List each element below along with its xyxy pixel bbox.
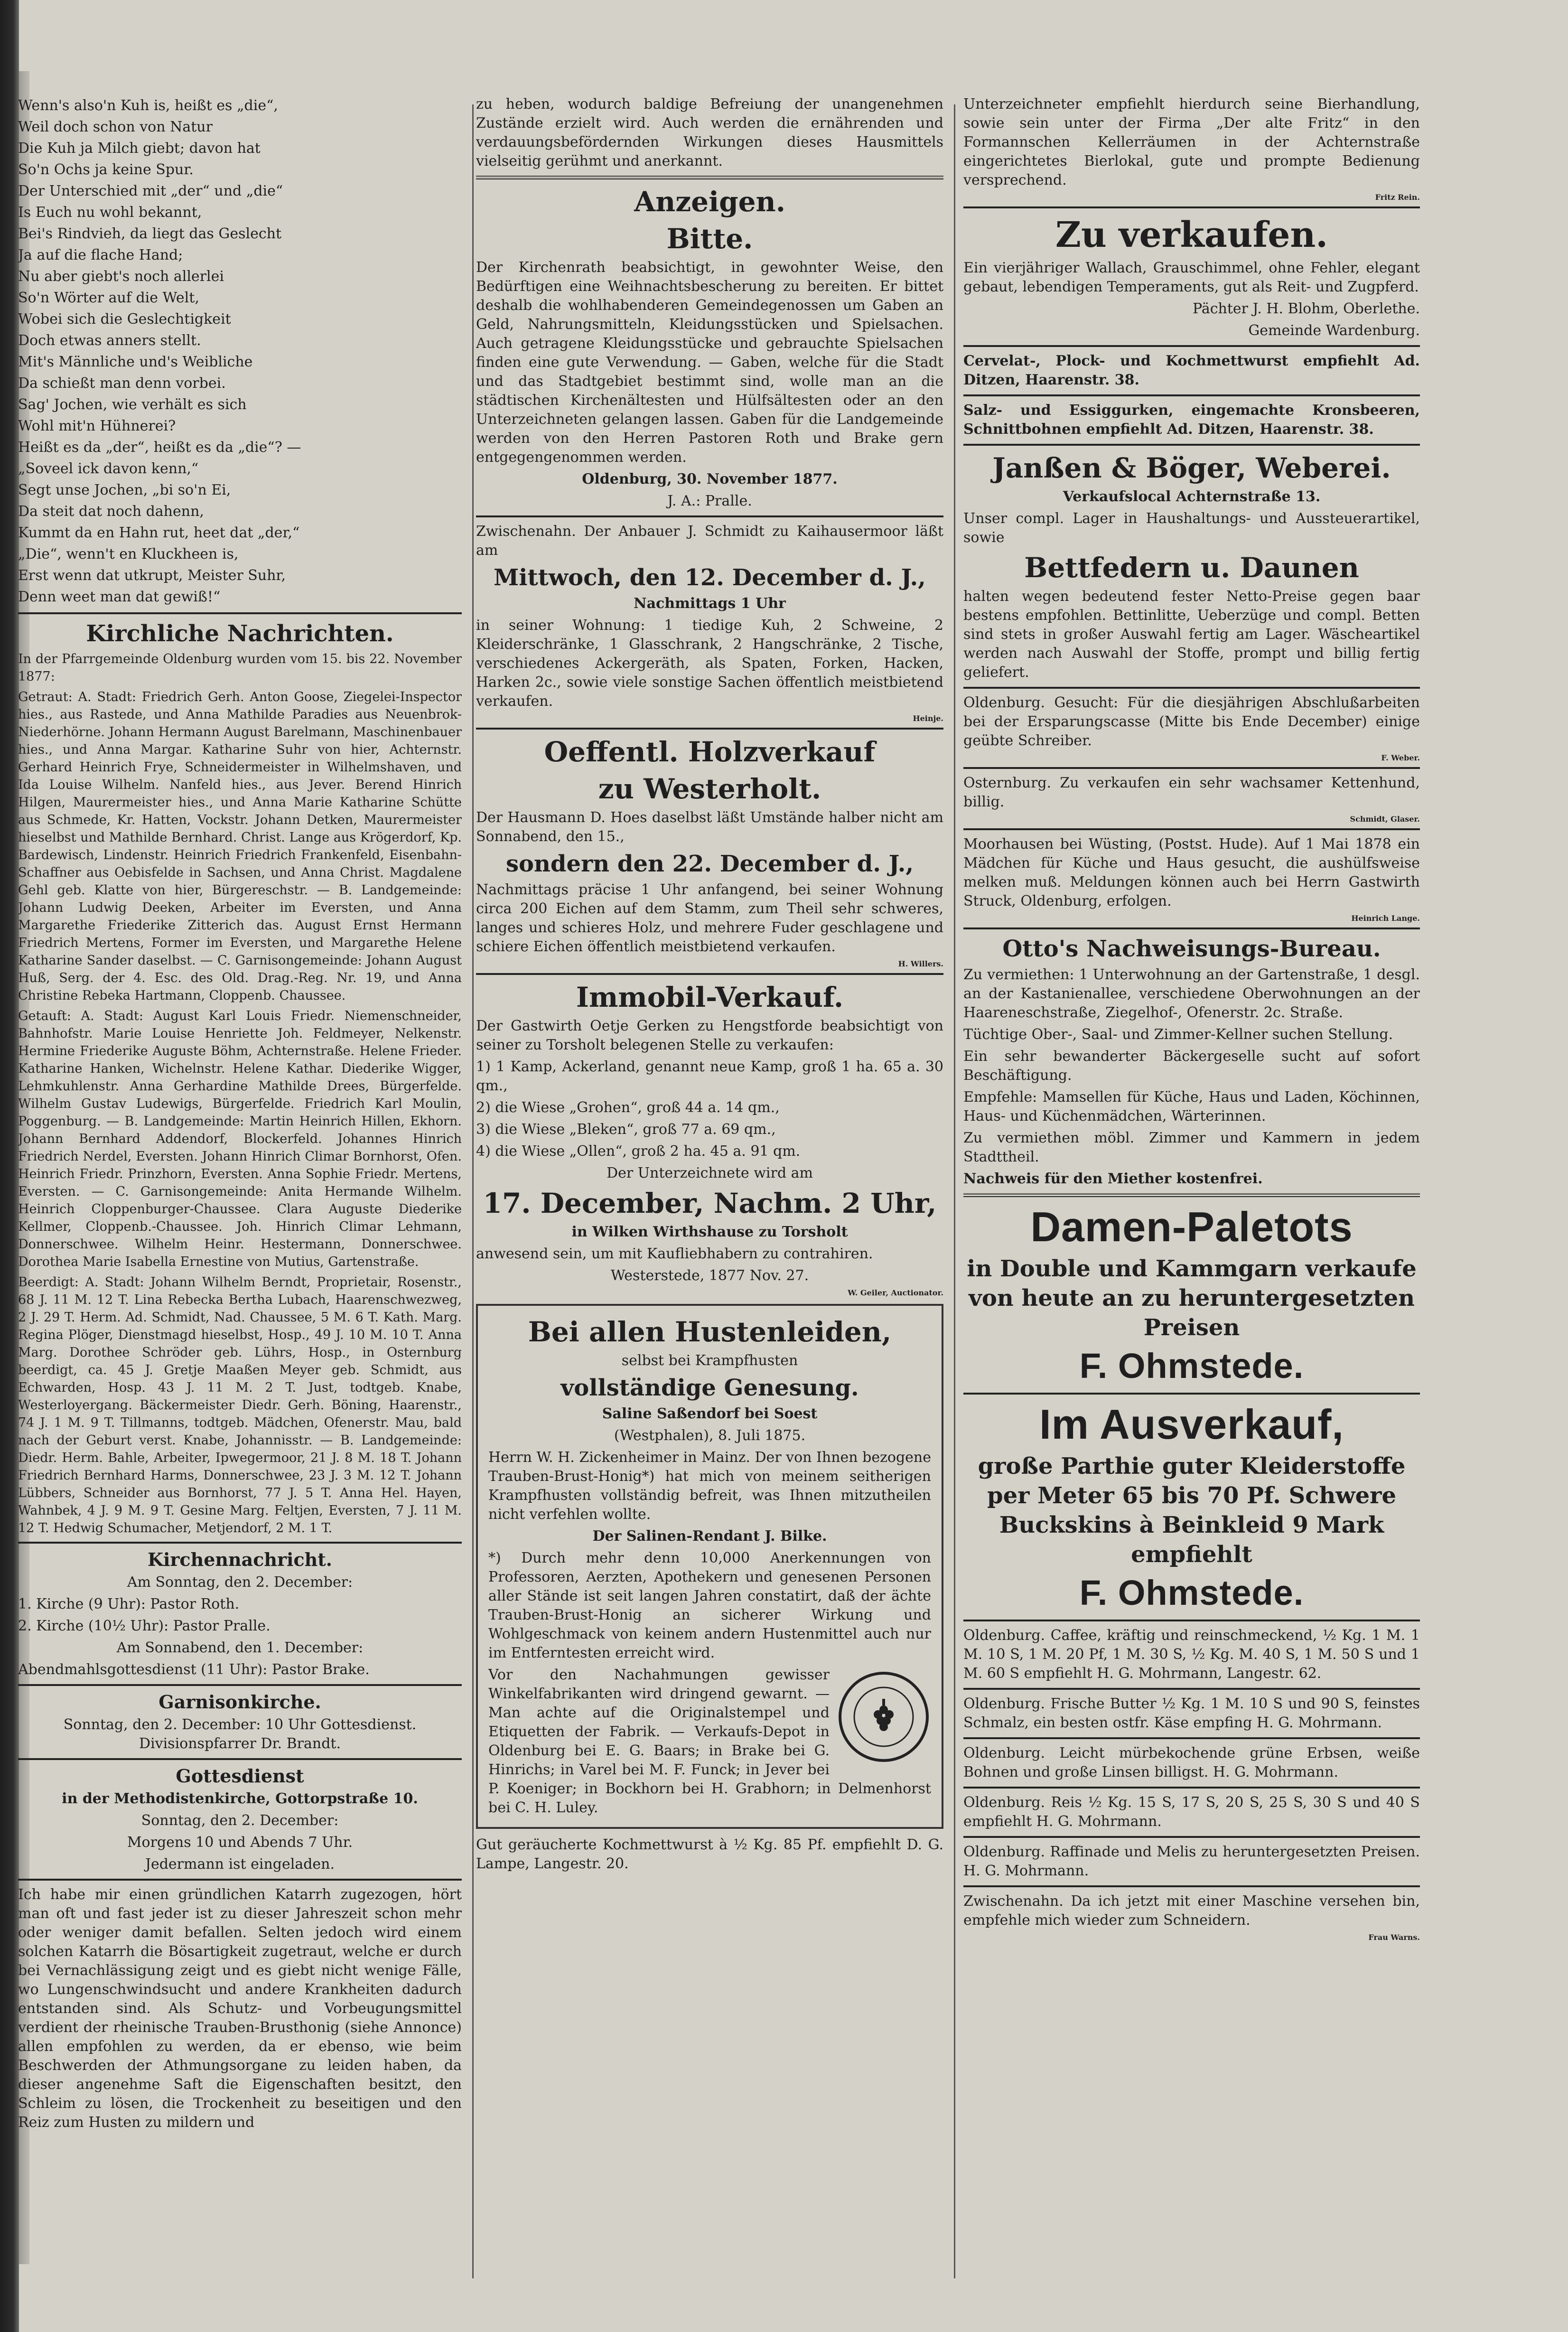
church-news-intro: In der Pfarrgemeinde Oldenburg wurden vom 15. bis 22. November 1877: (18, 652, 462, 684)
cough-remedy-ad (476, 1304, 943, 1829)
column-divider-1 (472, 104, 474, 2278)
coats-ad-text: in Double und Kammgarn verkaufe von heute an zu heruntergesetzten Preisen (967, 1255, 1417, 1341)
maid-wanted-ad: Moorhausen bei Wüsting, (Postst. Hude). Auf 1 Mai 1878 ein Mädchen für Küche und Haus gesucht, die aushülfsweise melken muß. Meldungen können auch bei Herrn Gastwirth Struck, Oldenburg, erfolgen. (963, 836, 1420, 909)
property-sale-date: 17. December, Nachm. 2 Uhr, (483, 1187, 937, 1219)
wood-sale-date: sondern den 22. December d. J., (505, 851, 914, 877)
horse-sale-text: Ein vierjähriger Wallach, Grauschimmel, ohne Fehler, elegant gebaut, lebendigen Temperaments, gut als Reit- und Zugpferd. (963, 260, 1420, 295)
beer-hall-signature: Fritz Rein. (1375, 193, 1420, 202)
weaving-ad-subtitle: Verkaufslocal Achternstraße 13. (1063, 488, 1321, 505)
garrison-church-text: Sonntag, den 2. December: 10 Uhr Gottesdienst. Divisionspfarrer Dr. Brandt. (63, 1716, 417, 1752)
poem-line: So'n Wörter auf die Welt, (18, 290, 199, 306)
clearance-title: Im Ausverkauf, (1039, 1401, 1344, 1448)
weaving-ad-title: Janßen & Böger, Weberei. (992, 452, 1391, 484)
cough-ad-signature: Der Salinen-Rendant J. Bilke. (592, 1528, 827, 1545)
poem-line: Der Unterschied mit „der“ und „die“ (18, 183, 283, 199)
property-sale-text: Der Gastwirth Oetje Gerken zu Hengstforde beabsichtigt von seiner zu Torsholt belegenen Stelle zu verkaufen: (476, 1018, 943, 1053)
divider (963, 444, 1420, 446)
property-sale-text3: anwesend sein, um mit Kaufliebhabern zu contrahiren. (476, 1246, 873, 1262)
auction-date: Mittwoch, den 12. December d. J., (494, 564, 926, 591)
divider (963, 206, 1420, 208)
church-news-married: Getraut: A. Stadt: Friedrich Gerh. Anton Goose, Ziegelei-Inspector hies., aus Rastede, und Anna Mathilde Paradies aus Neuenbrok-Niederhörne. Johann Hermann August Barelmann, Maschinenbauer hies., und Anna Margar. Katharine Suhr von hier, Achternstr. Gerhard Heinrich Frye, Schneidermeister in Wilhelmshaven, und Ida Louise Wilhelm. Nanfeld hies., aus Jever. Berend Hinrich Hilgen, Maurermeister hies., und Anna Marie Katharine Schütte aus Schmede, Kr. Hatten, Vockstr. Johann Detken, Maurermeister hieselbst und Mathilde Bernhard. Christ. Lange aus Krögerdorf, Kp. Bardewisch, Lindenstr. Heinrich Friedrich Frankenfeld, Eisenbahn-Schaffner aus Oebisfelde in Sachsen, und Anna Christ. Magdalene Gehl geb. Klatte von hier, Bürgereschstr. — B. Landgemeinde: Johann Ludwig Deeken, Arbeiter im Eversten, und Anna Margarethe Friederike Zitterich das. August Ernst Hermann Friedrich Mertens, Former im Eversten, und Margarethe Helene Katharine Sander daselbst. — C. Garnisongemeinde: Johann August Huß, Serg. der 4. Esc. des Old. Drag.-Reg. Nr. 19, und Anna Christine Rebeka Hartmann, Cloppenb. Chaussee. (18, 690, 462, 1003)
request-text: Der Kirchenrath beabsichtigt, in gewohnter Weise, den Bedürftigen eine Weihnachtsbescherung zu bereiten. Er bittet deshalb die wohlhabenderen Gemeindegenossen um Gaben an Geld, Nahrungsmitteln, Kleidungsstücken und Spielsachen. Auch getragene Kleidungsstücke und gebrauchte Spielsachen finden eine gute Verwendung. — Gaben, welche für die Stadt und das Stadtgebiet bestimmt sind, wolle man an die städtischen Kirchenältesten und Hülfsältesten oder an den Unterzeichneten gelangen lassen. Gaben für die Landgemeinde werden von den Herren Pastoren Roth und Brake gern entgegengenommen werden. (476, 259, 943, 466)
beer-hall-ad: Unterzeichneter empfiehlt hierdurch seine Bierhandlung, sowie sein unter der Firma „Der alte Fritz“ in den Formannschen Kellerräumen in der Achternstraße eingerichtetes Bierlokal, gute und prompte Bedienung versprechend. (963, 96, 1420, 188)
rice-ad: Oldenburg. Reis ½ Kg. 15 S, 17 S, 20 S, 25 S, 30 S und 40 S empfiehlt H. G. Mohrmann. (963, 1794, 1420, 1830)
horse-sale-signature: Pächter J. H. Blohm, Oberlethe. (1193, 300, 1420, 317)
property-sale-date-line: Westerstede, 1877 Nov. 27. (610, 1267, 809, 1284)
divider (18, 612, 462, 614)
cough-ad-title: Bei allen Hustenleiden, (528, 1316, 892, 1348)
divider (963, 1193, 1420, 1197)
poem-line: Wenn's also'n Kuh is, heißt es „die“, (18, 97, 278, 114)
poem-line: Heißt es da „der“, heißt es da „die“? — (18, 439, 301, 456)
poem-line: Da schießt man denn vorbei. (18, 375, 226, 392)
butter-ad: Oldenburg. Frische Butter ½ Kg. 1 M. 10 S und 90 S, feinstes Schmalz, ein besten ostfr. Käse empfing H. G. Mohrmann. (963, 1695, 1420, 1731)
request-signature: J. A.: Pralle. (667, 493, 752, 509)
service-line: Abendmahlsgottesdienst (11 Uhr): Pastor Brake. (18, 1661, 370, 1678)
service-line: 1. Kirche (9 Uhr): Pastor Roth. (18, 1596, 240, 1612)
catarrh-article: Ich habe mir einen gründlichen Katarrh zugezogen, hört man oft und fast jeder ist zu dieser Jahreszeit schon mehr oder weniger damit befallen. Selten jedoch wird einem solchen Katarrh die Bösartigkeit zugetraut, welche er durch bei Vernachlässigung zeigt und es giebt nicht wenige Fälle, wo Lungenschwindsucht und andere Krankheiten dadurch entstanden sind. Als Schutz- und Vorbeugungsmittel verdient der rheinische Trauben-Brusthonig (siehe Annonce) allen empfohlen zu werden, da er ebenso, wie beim Beschwerden der Athmungsorgane zu leiden haben, da dieser angenehme Saft die Eigenschaften besitzt, den Schleim zu lösen, die Trockenheit zu beseitigen und den Reiz zum Husten zu mildern und (18, 1886, 462, 2131)
church-service-title: Kirchennachricht. (147, 1549, 333, 1570)
poem-line: Denn weet man dat gewiß!“ (18, 589, 221, 605)
divider (476, 515, 943, 517)
auction-intro: Zwischenahn. Der Anbauer J. Schmidt zu Kaihausermoor läßt am (476, 523, 943, 559)
auction-signature: Heinje. (913, 714, 943, 723)
cough-ad-date: (Westphalen), 8. Juli 1875. (614, 1427, 806, 1444)
poem-line: Wobei sich die Geslechtigkeit (18, 311, 231, 328)
agency-recommend: Empfehle: Mamsellen für Küche, Haus und Laden, Köchinnen, Haus- und Küchenmädchen, Wärterinnen. (963, 1089, 1420, 1124)
agency-furnished: Zu vermiethen möbl. Zimmer und Kammern in jedem Stadttheil. (963, 1130, 1420, 1165)
divider (963, 1836, 1420, 1838)
horse-sale-title: Zu verkaufen. (1055, 215, 1328, 255)
agency-rent: Zu vermiethen: 1 Unterwohnung an der Gartenstraße, 1 desgl. an der Kastanienallee, verschiedene Oberwohnungen an der Haareneschstraße, Ziegelhof-, Ofenerstr. 2c. Straße. (963, 966, 1420, 1021)
wood-sale-signature: H. Willers. (898, 959, 943, 968)
feathers-heading: Bettfedern u. Daunen (1024, 552, 1359, 584)
poem-line: Mit's Männliche und's Weibliche (18, 354, 253, 370)
coats-ad-title: Damen-Paletots (1030, 1203, 1353, 1250)
article-continuation: zu heben, wodurch baldige Befreiung der unangenehmen Zustände erzielt wird. Auch werden die ernährenden und verdauungsbefördernden Wirkungen dieses Hausmittels vielseitig gerühmt und anerkannt. (476, 96, 943, 169)
garrison-church-title: Garnisonkirche. (159, 1691, 321, 1713)
maid-wanted-signature: Heinrich Lange. (1351, 914, 1420, 923)
dialect-poem (18, 95, 462, 608)
sausage-ad: Gut geräucherte Kochmettwurst à ½ Kg. 85 Pf. empfiehlt D. G. Lampe, Langestr. 20. (476, 1836, 943, 1872)
poem-line: Weil doch schon von Natur (18, 119, 213, 135)
auction-time: Nachmittags 1 Uhr (634, 595, 786, 612)
property-sale-place: in Wilken Wirthshause zu Torsholt (571, 1224, 848, 1240)
ohmstede-name: F. Ohmstede. (1079, 1573, 1304, 1612)
request-heading: Bitte. (666, 223, 753, 255)
poem-line: „Die“, wenn't en Kluckheen is, (18, 546, 239, 562)
poem-line: Da steit dat noch dahenn, (18, 503, 204, 520)
agency-baker: Ein sehr bewanderter Bäckergeselle sucht auf sofort Beschäftigung. (963, 1048, 1420, 1084)
poem-line: Wohl mit'n Hühnerei? (18, 418, 176, 434)
methodist-line: Sonntag, den 2. December: (141, 1812, 339, 1829)
divider (963, 927, 1420, 929)
church-news-title: Kirchliche Nachrichten. (86, 620, 394, 647)
divider (18, 1879, 462, 1881)
methodist-title: Gottesdienst (176, 1765, 304, 1787)
methodist-line: Jedermann ist eingeladen. (145, 1856, 335, 1873)
binding-gutter (0, 0, 19, 2332)
ads-heading: Anzeigen. (634, 186, 785, 218)
tailoring-ad: Zwischenahn. Da ich jetzt mit einer Maschine versehen bin, empfehle mich wieder zum Schneidern. (963, 1893, 1420, 1929)
divider (963, 1393, 1420, 1395)
cough-ad-place: Saline Saßendorf bei Soest (602, 1405, 818, 1422)
wood-sale-details: Nachmittags präcise 1 Uhr anfangend, bei seiner Wohnung circa 200 Eichen auf dem Stamm, zum Theil sehr schweres, langes und schieres Holz, und mehrere Fuder geschlagene und schiere Eichen öffentlich meistbietend verkaufen. (476, 881, 943, 955)
divider (963, 1885, 1420, 1887)
poem-line: So'n Ochs ja keine Spur. (18, 161, 194, 178)
divider (963, 394, 1420, 396)
divider (963, 1787, 1420, 1789)
methodist-line: in der Methodistenkirche, Gottorpstraße 10. (62, 1790, 418, 1807)
cough-ad-sub2: vollständige Genesung. (560, 1375, 859, 1401)
divider (963, 828, 1420, 830)
divider (963, 1737, 1420, 1739)
divider (476, 728, 943, 730)
poem-line: Bei's Rindvieh, da liegt das Geslecht (18, 225, 281, 242)
column-middle (476, 95, 943, 2297)
church-news-buried: Beerdigt: A. Stadt: Johann Wilhelm Berndt, Proprietair, Rosenstr., 68 J. 11 M. 12 T. Lina Rebecka Bertha Lubach, Haarenschwezweg, 2 J. 29 T. Herm. Ad. Schmidt, Nad. Chaussee, 5 M. 6 T. Kath. Marg. Regina Plöger, Dienstmagd hieselbst, Hosp., 49 J. 10 M. 10 T. Anna Marg. Dorothee Schröder geb. Lührs, Hosp., in Osternburg beerdigt, ca. 45 J. Gretje Maaßen Meyer geb. Schmidt, aus Echwarden, Hosp. 43 J. 11 M. 2 T. Just, todtgeb. Knabe, Westerloyergang. Bäckermeister Diedr. Gerh. Böning, Haarenstr., 74 J. 1 M. 9 T. Tillmanns, todtgeb. Mädchen, Ofenerstr. Mau, bald nach der Geburt verst. Knabe, Johannisstr. — B. Landgemeinde: Diedr. Herm. Bahle, Arbeiter, Ipwegermoor, 21 J. 8 M. 18 T. Johann Friedrich Bernhard Harms, Donnerschwee, 23 J. 3 M. 12 T. Johann Lübbers, Schneider aus Bornhorst, 77 J. 5 T. Anna Hel. Hayen, Wahnbek, 4 J. 9 M. 9 T. Gesine Marg. Feltjen, Eversten, 7 J. 11 M. 12 T. Hedwig Schumacher, Metjendorf, 2 M. 1 T. (18, 1275, 462, 1536)
property-item: 2) die Wiese „Grohen“, groß 44 a. 14 qm., (476, 1099, 780, 1116)
wood-sale-text: Der Hausmann D. Hoes daselbst läßt Umstände halber nicht am Sonnabend, den 15., (476, 809, 943, 845)
church-news-baptized: Getauft: A. Stadt: August Karl Louis Friedr. Niemenschneider, Bahnhofstr. Marie Louise Henriette Joh. Feldmeyer, Nelkenstr. Hermine Friederike Auguste Böhm, Achternstraße. Helene Frieder. Katharine Hanken, Wichelnstr. Helene Kathar. Diederike Wigger, Lehmkuhlenstr. Anna Gerhardine Mathilde Drees, Bürgerfelde. Wilhelm Gustav Ludewigs, Bürgerfelde. Friedrich Karl Moulin, Poggenburg. — B. Landgemeinde: Martin Heinrich Hillen, Ekhorn. Johann Bernhard Addendorf, Blockerfeld. Johannes Hinrich Friedrich Nerdel, Eversten. Johann Hinrich Climar Bornhorst, Ofen. Heinrich Friedr. Prinzhorn, Eversten. Anna Sophie Friedr. Mertens, Eversten. — C. Garnisongemeinde: Anita Hermande Wilhelm. Heinrich Cloppenburger-Chaussee. Clara Auguste Diederike Kellmer, Cloppenb.-Chaussee. Joh. Hinrich Climar Lehmann, Donnerschwee. Wilhelm Heinr. Hestermann, Donnerschwee. Dorothea Marie Isabella Ernestine von Mutius, Gartenstraße. (18, 1009, 462, 1269)
divider (963, 1688, 1420, 1690)
property-sale-title: Immobil-Verkauf. (576, 981, 844, 1013)
sausage-ad-ditzen: Cervelat-, Plock- und Kochmettwurst empfiehlt Ad. Ditzen, Haarenstr. 38. (963, 353, 1420, 388)
agency-free: Nachweis für den Miether kostenfrei. (963, 1171, 1263, 1187)
property-sale-text2: Der Unterzeichnete wird am (607, 1165, 813, 1181)
cough-ad-testimonial: Herrn W. H. Zickenheimer in Mainz. Der von Ihnen bezogene Trauben-Brust-Honig*) hat mich von meinem seitherigen Krampfhusten vollständig befreit, was Ihnen mitzutheilen nicht verfehlen wollte. (488, 1449, 931, 1523)
property-item: 1) 1 Kamp, Ackerland, genannt neue Kamp, groß 1 ha. 65 a. 30 qm., (476, 1058, 943, 1094)
auction-text: in seiner Wohnung: 1 tiedige Kuh, 2 Schweine, 2 Kleiderschränke, 1 Glasschrank, 2 Hangschränke, 2 Tische, verschiedenes Ackergeräth, als Spaten, Forken, Hacken, Harken 2c., sowie viele sonstige Sachen öffentlich meistbietend verkaufen. (476, 617, 943, 710)
column-divider-2 (954, 104, 955, 2278)
property-item: 4) die Wiese „Ollen“, groß 2 ha. 45 a. 91 qm. (476, 1143, 801, 1160)
divider (963, 1620, 1420, 1621)
poem-line: Die Kuh ja Milch giebt; davon hat (18, 140, 261, 157)
divider (963, 767, 1420, 769)
agency-title: Otto's Nachweisungs-Bureau. (1002, 936, 1381, 962)
wood-sale-title: Oeffentl. Holzverkauf (544, 736, 876, 768)
cough-ad-warning: Vor den Nachahmungen gewisser Winkelfabrikanten wird dringend gewarnt. — Man achte auf die Originalstempel und Etiquetten der Fabrik. — Verkaufs-Depot in Oldenburg bei E. G. Baars; in Brake bei G. Hinrichs; in Varel bei M. F. Funck; in Jever bei P. Koeniger; in Bockhorn bei H. Grabhorn; in Delmenhorst bei C. H. Luley. (488, 1667, 931, 1816)
poem-line: Ja auf die flache Hand; (18, 247, 183, 263)
sugar-ad: Oldenburg. Raffinade und Melis zu heruntergesetzten Preisen. H. G. Mohrmann. (963, 1844, 1420, 1879)
horse-sale-municipality: Gemeinde Wardenburg. (1248, 322, 1420, 339)
divider (476, 973, 943, 975)
cough-ad-note: *) Durch mehr denn 10,000 Anerkennungen von Professoren, Aerzten, Apothekern und genesenen Personen aller Stände ist seit langen Jahren constatirt, daß der ächte Trauben-Brust-Honig an sicherer Wirkung und Wohlgeschmack von keinem andern Hustenmittel auch nur im Entferntesten erreicht wird. (488, 1550, 931, 1661)
methodist-line: Morgens 10 und Abends 7 Uhr. (127, 1834, 353, 1851)
clerks-wanted-ad: Oldenburg. Gesucht: Für die diesjährigen Abschlußarbeiten bei der Ersparungscasse (Mitte bis Ende December) einige geübte Schreiber. (963, 694, 1420, 749)
column-right (963, 95, 1420, 2297)
divider (18, 1758, 462, 1760)
divider (963, 345, 1420, 347)
request-place-date: Oldenburg, 30. November 1877. (582, 471, 838, 487)
poem-line: Is Euch nu wohl bekannt, (18, 204, 202, 221)
service-line: Am Sonntag, den 2. December: (127, 1574, 353, 1591)
dog-sale-signature: Schmidt, Glaser. (1350, 815, 1420, 824)
weaving-ad-text2: halten wegen bedeutend fester Netto-Preise gegen baar bestens empfohlen. Bettinlitte, Ueberzüge und compl. Betten sind stets in großer Auswahl fertig am Lager. Wäscheartikel werden nach Auswahl der Stoffe, prompt und billig fertig geliefert. (963, 588, 1420, 681)
service-line: 2. Kirche (10½ Uhr): Pastor Pralle. (18, 1618, 271, 1634)
divider (18, 1542, 462, 1544)
agency-waiters: Tüchtige Ober-, Saal- und Zimmer-Kellner suchen Stellung. (963, 1026, 1393, 1043)
poem-line: Segt unse Jochen, „bi so'n Ei, (18, 482, 231, 498)
pickles-ad-ditzen: Salz- und Essiggurken, eingemachte Kronsbeeren, Schnittbohnen empfiehlt Ad. Ditzen, Haarenstr. 38. (963, 402, 1420, 438)
property-item: 3) die Wiese „Bleken“, groß 77 a. 69 qm., (476, 1121, 776, 1138)
poem-line: Kummt da en Hahn rut, heet dat „der,“ (18, 524, 300, 541)
peas-ad: Oldenburg. Leicht mürbekochende grüne Erbsen, weiße Bohnen und große Linsen billigst. H. G. Mohrmann. (963, 1745, 1420, 1780)
church-news-body (18, 650, 462, 1537)
coffee-ad: Oldenburg. Caffee, kräftig und reinschmeckend, ½ Kg. 1 M. 1 M. 10 S, 1 M. 20 Pf, 1 M. 30 S, ½ Kg. M. 40 S, 1 M. 50 S und 1 M. 60 S empfiehlt H. G. Mohrmann, Langestr. 62. (963, 1627, 1420, 1682)
divider (963, 687, 1420, 689)
tailoring-signature: Frau Warns. (1368, 1933, 1420, 1942)
poem-line: Erst wenn dat utkrupt, Meister Suhr, (18, 567, 286, 584)
ohmstede-name: F. Ohmstede. (1079, 1346, 1304, 1386)
cough-ad-sub1: selbst bei Krampfhusten (621, 1352, 798, 1369)
weaving-ad-text1: Unser compl. Lager in Haushaltungs- und Aussteuerartikel, sowie (963, 510, 1420, 546)
clearance-text: große Parthie guter Kleiderstoffe per Meter 65 bis 70 Pf. Schwere Buckskins à Beinkleid 9 Mark empfiehlt (978, 1453, 1406, 1568)
poem-line: Nu aber giebt's noch allerlei (18, 268, 224, 285)
divider (18, 1684, 462, 1686)
service-line: Am Sonnabend, den 1. December: (116, 1639, 364, 1656)
poem-line: Doch etwas anners stellt. (18, 332, 201, 349)
clerks-wanted-signature: F. Weber. (1381, 753, 1420, 762)
poem-line: Sag' Jochen, wie verhält es sich (18, 396, 247, 413)
divider (476, 176, 943, 179)
dog-sale-ad: Osternburg. Zu verkaufen ein sehr wachsamer Kettenhund, billig. (963, 775, 1420, 810)
wood-sale-place: zu Westerholt. (598, 773, 821, 805)
zickenheimer-stamp-icon (836, 1669, 931, 1764)
poem-line: „Soveel ick davon kenn,“ (18, 460, 199, 477)
column-left (18, 95, 462, 2297)
property-sale-signature: W. Geiler, Auctionator. (848, 1288, 943, 1297)
